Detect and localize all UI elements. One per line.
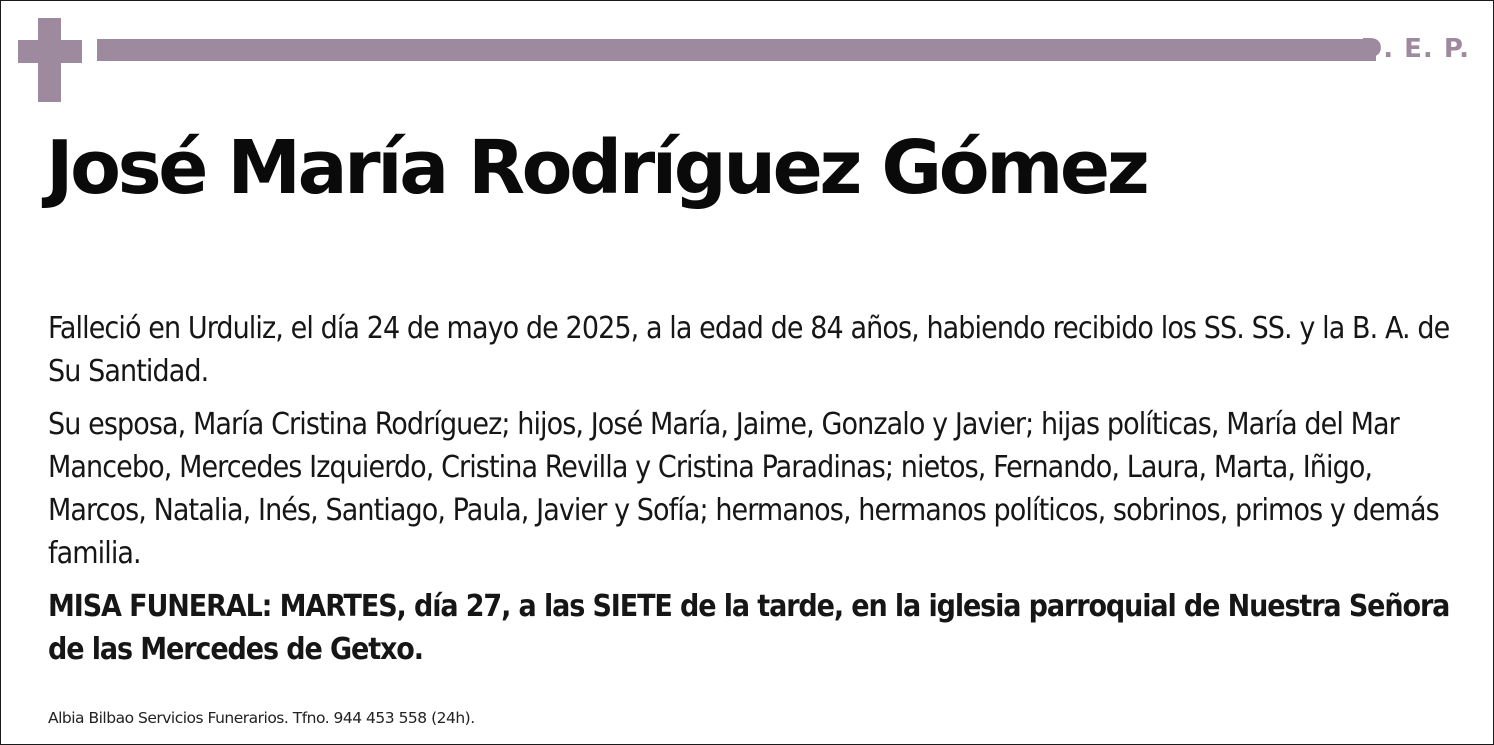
- death-notice-paragraph: Falleció en Urduliz, el día 24 de mayo de 2025, a la edad de 84 años, habiendo recibido los SS. SS. y la B. A. de Su Santidad.: [48, 311, 1450, 389]
- deceased-name: José María Rodríguez Gómez: [46, 125, 1147, 211]
- obituary-body: [48, 307, 1458, 671]
- funeral-home-footer: Albia Bilbao Servicios Funerarios. Tfno. 944 453 558 (24h).: [48, 709, 475, 727]
- dep-label: D. E. P.: [1360, 34, 1470, 64]
- cross-horizontal-beam: [18, 40, 82, 63]
- latin-cross-icon: [18, 18, 82, 102]
- header-bar: [97, 39, 1376, 61]
- family-paragraph: Su esposa, María Cristina Rodríguez; hijos, José María, Jaime, Gonzalo y Javier; hijas políticas, María del Mar Mancebo, Mercedes Izquierdo, Cristina Revilla y Cristina Paradinas; nietos, Fernando, Laura, Marta, Iñigo, Marcos, Natalia, Inés, Santiago, Paula, Javier y Sofía; hermanos, hermanos políticos, sobrinos, primos y demás familia.: [48, 407, 1439, 571]
- funeral-mass-paragraph: MISA FUNERAL: MARTES, día 27, a las SIETE de la tarde, en la iglesia parroquial de Nuestra Señora de las Mercedes de Getxo.: [48, 589, 1450, 667]
